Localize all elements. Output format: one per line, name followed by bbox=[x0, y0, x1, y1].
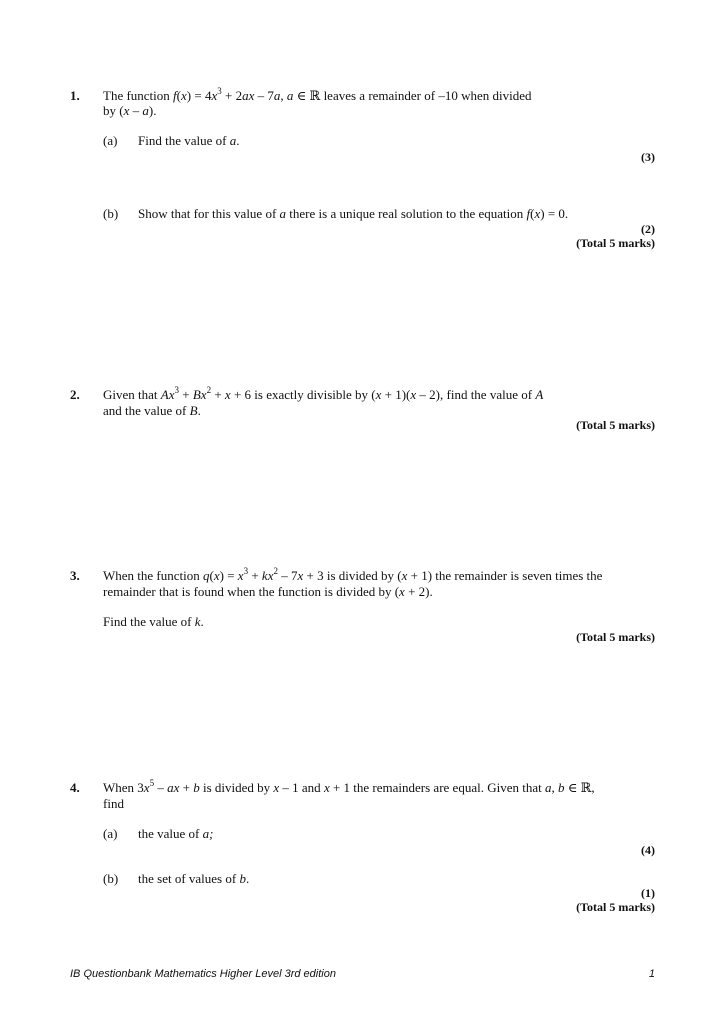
question-stem-line-2: by (x – a). bbox=[103, 103, 157, 118]
marks: (4) bbox=[641, 843, 655, 857]
marks: (3) bbox=[641, 150, 655, 164]
total-marks: (Total 5 marks) bbox=[576, 900, 655, 914]
part-a-text: the value of a; bbox=[138, 826, 214, 841]
question-stem-line-1: When the function $q(x) = x^3 + kx^2 - 7x + 3$ is divided by (x + 1) the remainder is seven times the bbox=[103, 565, 603, 583]
marks: (2) bbox=[641, 222, 655, 236]
total-marks: (Total 5 marks) bbox=[576, 236, 655, 250]
part-a-text: Find the value of a. bbox=[138, 133, 240, 148]
part-label: (b) bbox=[103, 206, 119, 221]
question-stem-line-3: Find the value of k. bbox=[103, 614, 204, 629]
question-stem-line-2: remainder that is found when the function is divided by (x + 2). bbox=[103, 584, 433, 599]
question-number: 3. bbox=[70, 568, 80, 583]
question-stem-line-2: find bbox=[103, 796, 124, 811]
question-stem-line-1: The function $f(x) = 4x^3 + 2ax - 7a$, a ∈ ℝ leaves a remainder of –10 when divided bbox=[103, 85, 532, 103]
total-marks: (Total 5 marks) bbox=[576, 418, 655, 432]
question-number: 1. bbox=[70, 88, 80, 103]
marks: (1) bbox=[641, 886, 655, 900]
question-stem-line-2: and the value of B. bbox=[103, 403, 201, 418]
part-b-text: the set of values of b. bbox=[138, 871, 250, 886]
page-number: 1 bbox=[648, 968, 655, 980]
part-label: (b) bbox=[103, 871, 119, 886]
part-label: (a) bbox=[103, 133, 118, 148]
total-marks: (Total 5 marks) bbox=[576, 630, 655, 644]
question-stem-line-1: When $3x^5$ – ax + b is divided by x – 1 and x + 1 the remainders are equal. Given that a, b ∈ ℝ, bbox=[103, 777, 595, 795]
part-label: (a) bbox=[103, 826, 118, 841]
part-b-text: Show that for this value of a there is a unique real solution to the equation f(x) = 0. bbox=[138, 206, 569, 221]
footer-source: IB Questionbank Mathematics Higher Level 3rd edition bbox=[70, 968, 336, 980]
question-number: 4. bbox=[70, 780, 80, 795]
question-number: 2. bbox=[70, 387, 80, 402]
question-stem-line-1: Given that $Ax^3 + Bx^2 + x + 6$ is exactly divisible by (x + 1)(x – 2), find the value of A bbox=[103, 384, 544, 402]
